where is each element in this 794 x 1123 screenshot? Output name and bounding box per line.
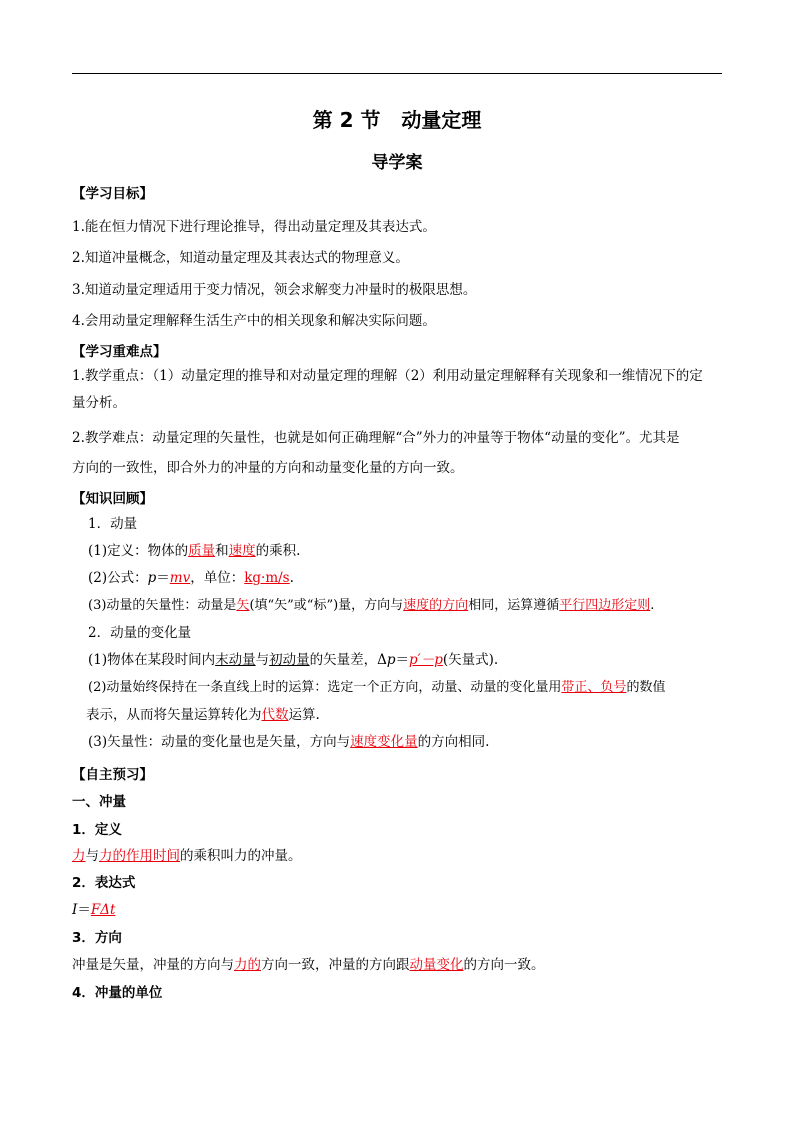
impulse-definition: 力与力的作用时间的乘积叫力的冲量。 — [72, 848, 302, 864]
keypoint-focus-line2: 量分析。 — [72, 395, 126, 411]
answer-blank: 平行四边形定则 — [559, 598, 651, 613]
answer-blank: p′－p — [409, 652, 443, 668]
momentum-definition: (1)定义：物体的质量和速度的乘积. — [88, 543, 301, 559]
momentum-change-vector: (3)矢量性：动量的变化量也是矢量，方向与速度变化量的方向相同. — [88, 734, 490, 750]
impulse-direction: 冲量是矢量，冲量的方向与力的方向一致，冲量的方向跟动量变化的方向一致。 — [72, 957, 545, 973]
impulse-direction-heading: 3．方向 — [72, 930, 122, 946]
answer-blank: 带正、负号 — [561, 680, 627, 695]
answer-blank: 速度变化量 — [350, 734, 418, 750]
answer-blank: 代数 — [261, 707, 289, 723]
answer-blank: kg·m/s — [244, 570, 290, 586]
impulse-unit-heading: 4．冲量的单位 — [72, 985, 163, 1001]
keypoint-focus-line1: 1.教学重点：（1）动量定理的推导和对动量定理的理解（2）利用动量定理解释有关现象和一维情况下的定 — [72, 368, 703, 384]
review-section-momentum: 1．动量 — [88, 516, 138, 532]
impulse-expression-heading: 2．表达式 — [72, 875, 136, 891]
momentum-change-definition: (1)物体在某段时间内末动量与初动量的矢量差，Δp＝p′－p(矢量式). — [88, 652, 499, 668]
impulse-expression: I＝FΔt — [72, 902, 116, 918]
keypoint-difficulty-line2: 方向的一致性，即合外力的冲量的方向和动量变化量的方向一致。 — [72, 460, 464, 476]
keypoint-difficulty-line1: 2.教学难点：动量定理的矢量性，也就是如何正确理解“合”外力的冲量等于物体“动量的变化”。尤其是 — [72, 430, 680, 446]
objective-item: 4.会用动量定理解释生活生产中的相关现象和解决实际问题。 — [72, 313, 436, 329]
answer-blank: 力 — [72, 848, 86, 864]
review-heading: 【知识回顾】 — [72, 491, 153, 507]
page-subtitle: 导学案 — [371, 153, 423, 173]
page-title: 第 2 节 动量定理 — [312, 108, 482, 132]
preview-part-impulse: 一、冲量 — [72, 794, 126, 810]
impulse-definition-heading: 1．定义 — [72, 822, 122, 838]
momentum-formula: (2)公式：p＝mv，单位：kg·m/s. — [88, 570, 294, 586]
answer-blank: 速度的方向 — [403, 598, 469, 613]
preview-heading: 【自主预习】 — [72, 767, 153, 783]
objectives-heading: 【学习目标】 — [72, 186, 153, 202]
momentum-change-line-calc-2: 表示，从而将矢量运算转化为代数运算. — [86, 707, 320, 723]
answer-blank: FΔt — [90, 902, 116, 918]
objective-item: 1.能在恒力情况下进行理论推导，得出动量定理及其表达式。 — [72, 219, 436, 235]
momentum-change-line-calc: (2)动量始终保持在一条直线上时的运算：选定一个正方向，动量、动量的变化量用带正、负号的数值 — [88, 680, 666, 695]
underlined-term: 初动量 — [269, 652, 310, 668]
keypoints-heading: 【学习重难点】 — [72, 344, 167, 360]
answer-blank: mv — [169, 570, 191, 586]
answer-blank: 矢 — [236, 598, 250, 613]
momentum-vector: (3)动量的矢量性：动量是矢(填“矢”或“标”)量，方向与速度的方向相同，运算遵循平行四边形定则. — [88, 598, 655, 613]
answer-blank: 力的作用时间 — [99, 848, 180, 864]
header-rule — [72, 73, 722, 74]
objective-item: 3.知道动量定理适用于变力情况，领会求解变力冲量时的极限思想。 — [72, 282, 477, 298]
answer-blank: 力的 — [234, 957, 261, 973]
answer-blank: 动量变化 — [409, 957, 464, 973]
answer-blank: 速度 — [228, 543, 256, 559]
review-section-change: 2．动量的变化量 — [88, 625, 192, 641]
underlined-term: 末动量 — [215, 652, 256, 668]
objective-item: 2.知道冲量概念，知道动量定理及其表达式的物理意义。 — [72, 250, 409, 266]
answer-blank: 质量 — [188, 543, 216, 559]
